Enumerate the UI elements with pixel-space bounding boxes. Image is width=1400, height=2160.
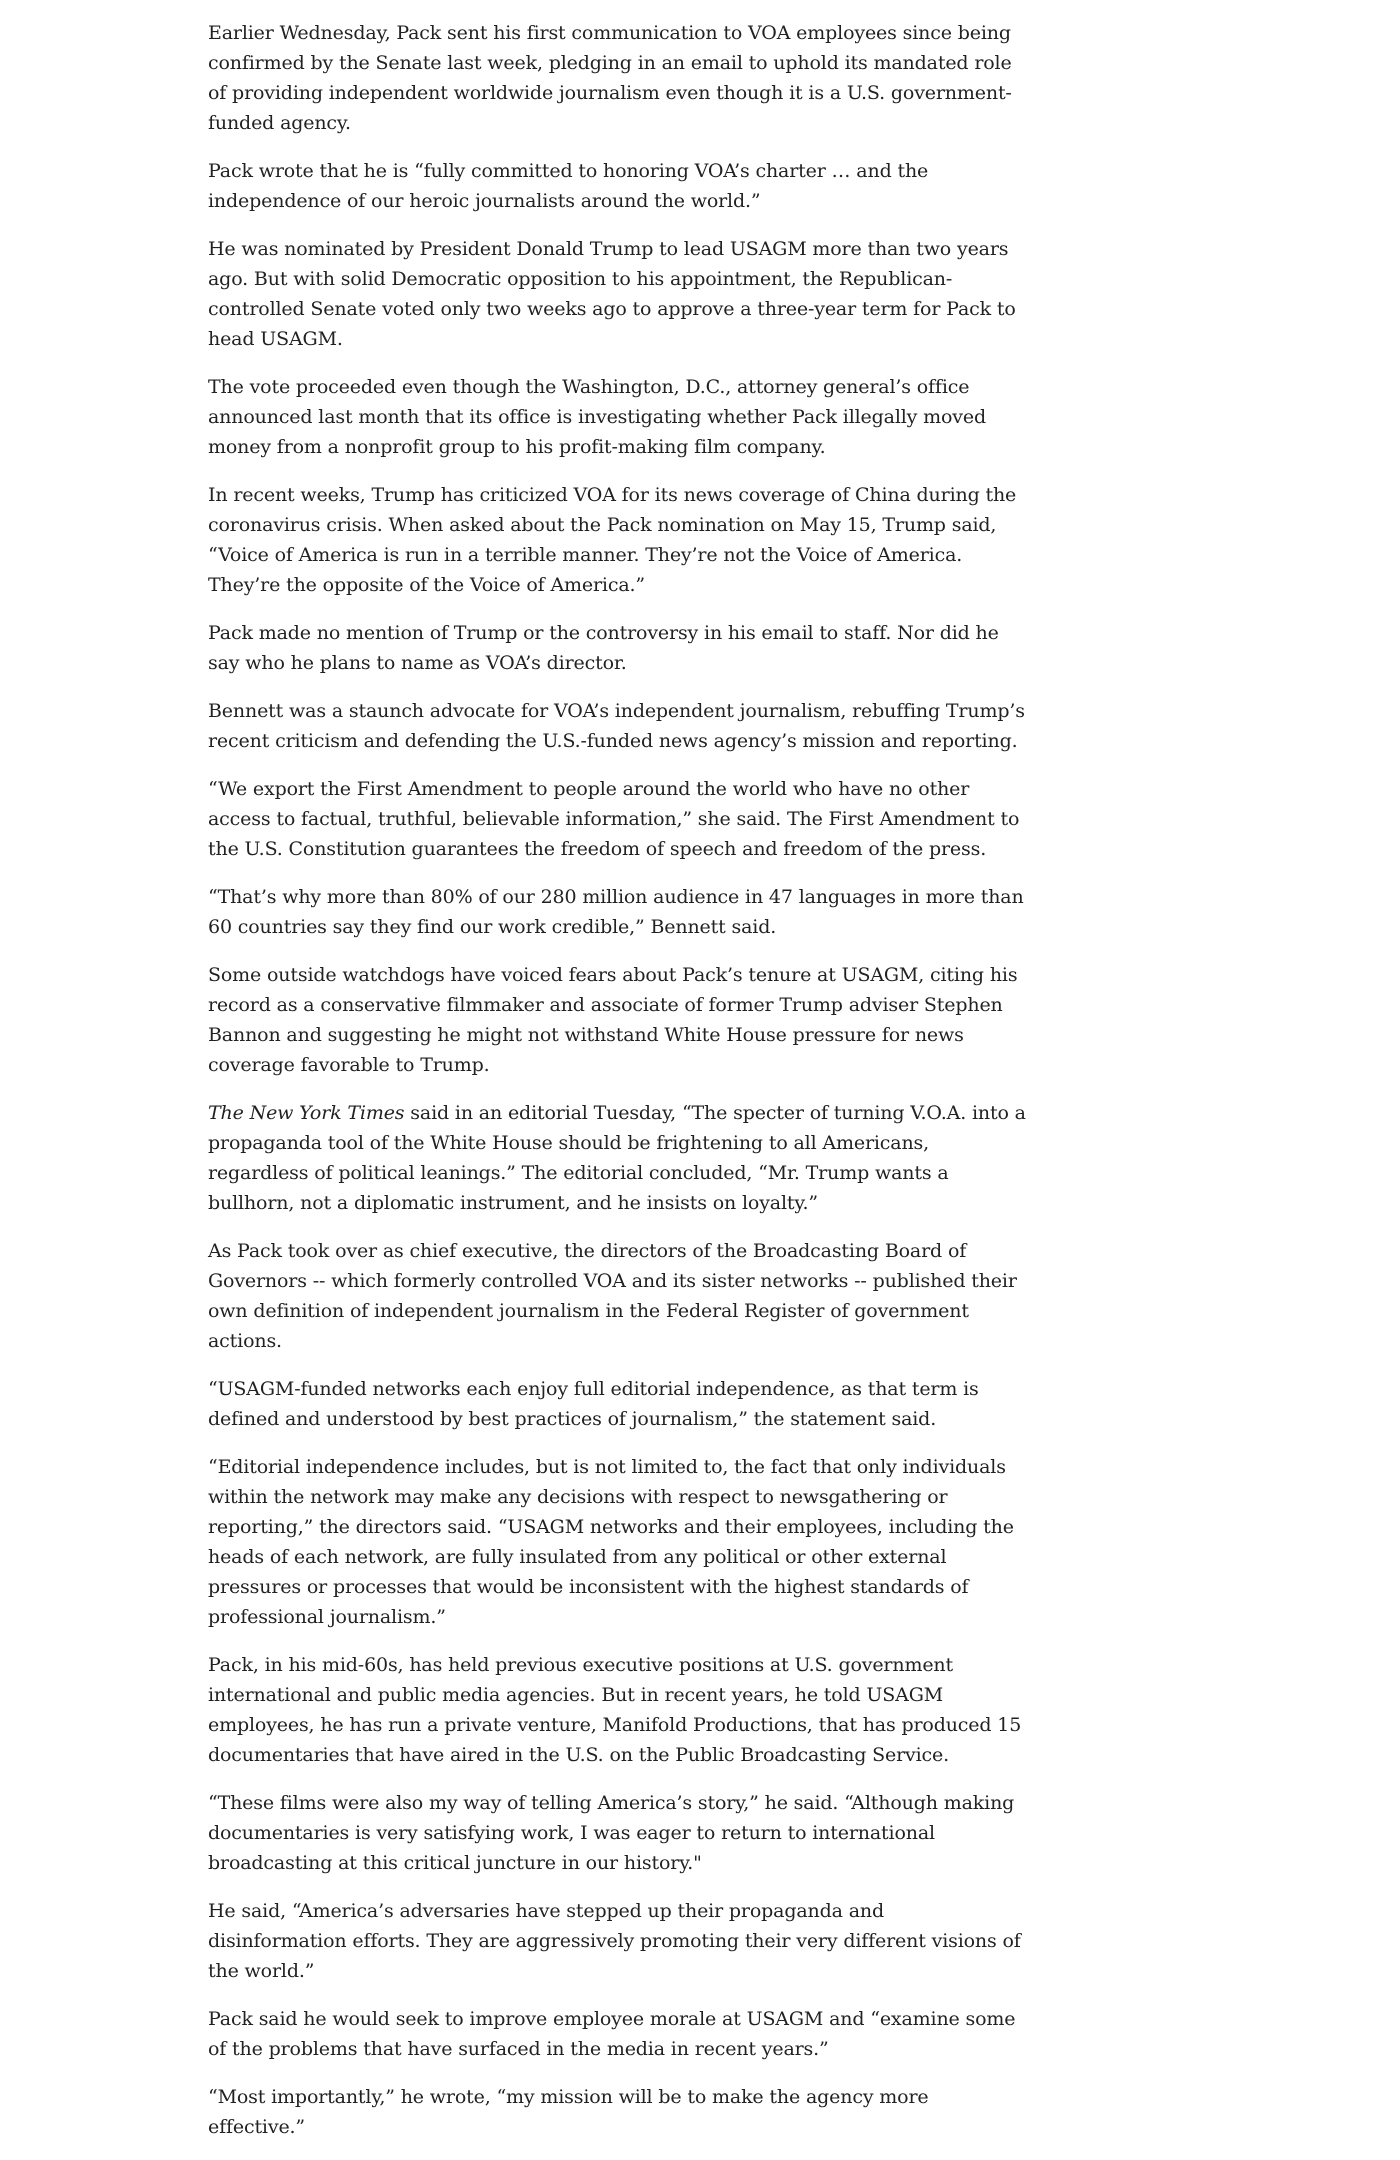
article-paragraph: As Pack took over as chief executive, the directors of the Broadcasting Board of Governors -- which formerly controlled VOA and its sister networks -- published their own definition of independent journalism in the Federal Register of government actions. [208, 1240, 1017, 1352]
article-paragraph: Earlier Wednesday, Pack sent his first communication to VOA employees since being confirmed by the Senate last week, pledging in an email to uphold its mandated role of providing independent worldwide journalism even though it is a U.S. government-funded agency. [208, 22, 1012, 134]
article-paragraph: “Editorial independence includes, but is not limited to, the fact that only individuals within the network may make any decisions with respect to newsgathering or reporting,” the directors said. “USAGM networks and their employees, including the heads of each network, are fully insulated from any political or other external pressures or processes that would be inconsistent with the highest standards of professional journalism.” [208, 1456, 1014, 1628]
article-body [208, 18, 1028, 2160]
article-paragraph: “Most importantly,” he wrote, “my mission will be to make the agency more effective.” [208, 2086, 929, 2138]
article-paragraph: Pack, in his mid-60s, has held previous executive positions at U.S. government international and public media agencies. But in recent years, he told USAGM employees, he has run a private venture, Manifold Productions, that has produced 15 documentaries that have aired in the U.S. on the Public Broadcasting Service. [208, 1654, 1022, 1766]
publication-name: The New York Times [208, 1102, 405, 1124]
article-paragraph: In recent weeks, Trump has criticized VOA for its news coverage of China during the coronavirus crisis. When asked about the Pack nomination on May 15, Trump said, “Voice of America is run in a terrible manner. They’re not the Voice of America. They’re the opposite of the Voice of America.” [208, 484, 1017, 596]
article-paragraph: “These films were also my way of telling America’s story,” he said. “Although making documentaries is very satisfying work, I was eager to return to international broadcasting at this critical juncture in our history." [208, 1792, 1015, 1874]
article-paragraph: The vote proceeded even though the Washington, D.C., attorney general’s office announced last month that its office is investigating whether Pack illegally moved money from a nonprofit group to his profit-making film company. [208, 376, 987, 458]
article-paragraph: “That’s why more than 80% of our 280 million audience in 47 languages in more than 60 countries say they find our work credible,” Bennett said. [208, 886, 1024, 938]
article-paragraph: “We export the First Amendment to people around the world who have no other access to factual, truthful, believable information,” she said. The First Amendment to the U.S. Constitution guarantees the freedom of speech and freedom of the press. [208, 778, 1020, 860]
editorial-paragraph [208, 1098, 1028, 1218]
article-paragraph: Pack made no mention of Trump or the controversy in his email to staff. Nor did he say who he plans to name as VOA’s director. [208, 622, 999, 674]
article-paragraph: Bennett was a staunch advocate for VOA’s independent journalism, rebuffing Trump’s recent criticism and defending the U.S.-funded news agency’s mission and reporting. [208, 700, 1025, 752]
article-paragraph: Pack said he would seek to improve employee morale at USAGM and “examine some of the problems that have surfaced in the media in recent years.” [208, 2008, 1016, 2060]
editorial-text: said in an editorial Tuesday, “The specter of turning V.O.A. into a propaganda tool of the White House should be frightening to all Americans, regardless of political leanings.” The editorial concluded, “Mr. Trump wants a bullhorn, not a diplomatic instrument, and he insists on loyalty.” [208, 1102, 1026, 1214]
article-paragraph: Pack wrote that he is “fully committed to honoring VOA’s charter … and the independence of our heroic journalists around the world.” [208, 160, 929, 212]
article-paragraph: He said, “America’s adversaries have stepped up their propaganda and disinformation efforts. They are aggressively promoting their very different visions of the world.” [208, 1900, 1021, 1982]
article-paragraph: Some outside watchdogs have voiced fears about Pack’s tenure at USAGM, citing his record as a conservative filmmaker and associate of former Trump adviser Stephen Bannon and suggesting he might not withstand White House pressure for news coverage favorable to Trump. [208, 964, 1018, 1076]
article-paragraph: He was nominated by President Donald Trump to lead USAGM more than two years ago. But with solid Democratic opposition to his appointment, the Republican-controlled Senate voted only two weeks ago to approve a three-year term for Pack to head USAGM. [208, 238, 1016, 350]
article-paragraph: “USAGM-funded networks each enjoy full editorial independence, as that term is defined and understood by best practices of journalism,” the statement said. [208, 1378, 979, 1430]
